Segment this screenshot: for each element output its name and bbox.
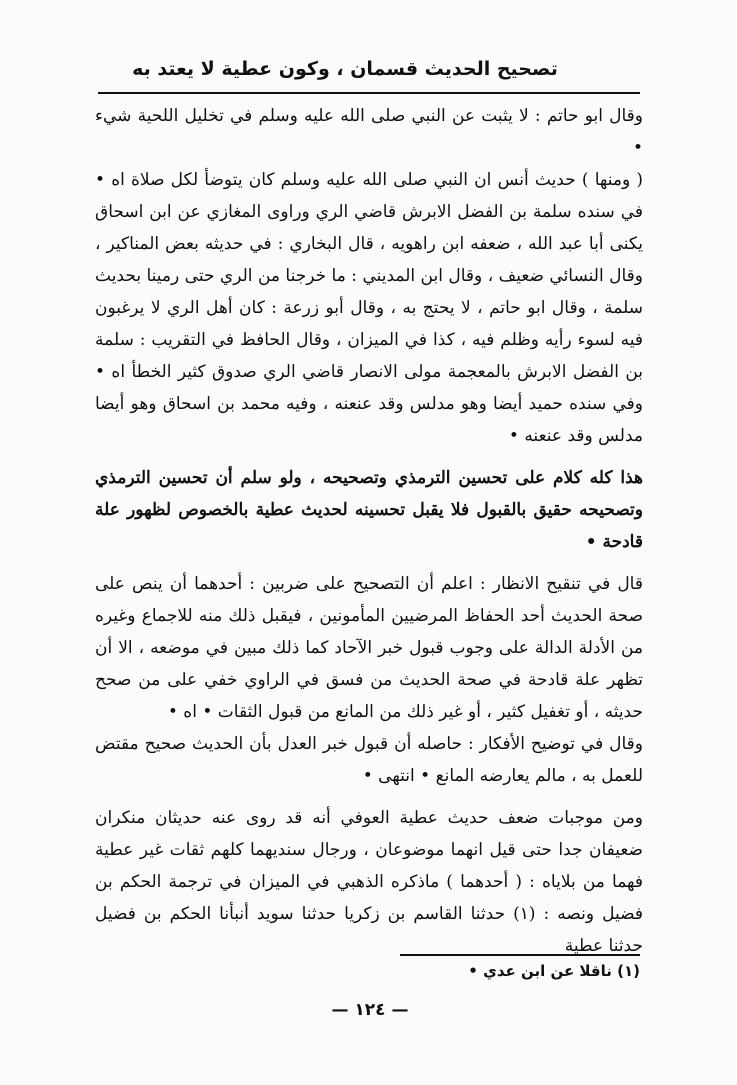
header-rule bbox=[98, 92, 640, 94]
paragraph-5: وقال في توضيح الأفكار : حاصله أن قبول خبر العدل بأن الحديث صحيح مقتض للعمل به ، مالم يعارضه المانع • انتهى • bbox=[95, 734, 643, 786]
page-number: — ١٢٤ — bbox=[331, 1000, 409, 1020]
footnote-rule bbox=[400, 954, 640, 956]
footnote: (١) ناقلا عن ابن عدي • bbox=[468, 962, 640, 980]
paragraph-4: قال في تنقيح الانظار : اعلم أن التصحيح على ضربين : أحدهما أن ينص على صحة الحديث أحد الحفاظ المرضيين المأمونين ، فيقبل ذلك منه للاجماع وغيره من الأدلة الدالة على وجوب قبول خبر الآحاد كما ذلك مبين في موضعه ، الا أن تظهر علة قادحة في صحة الحديث من فسق في الراوي خفي على من صحح حديثه ، أو تغفيل كثير ، أو غير ذلك من المانع من قبول الثقات • اه • bbox=[95, 574, 643, 722]
paragraph-3: هذا كله كلام على تحسين الترمذي وتصحيحه ، ولو سلم أن تحسين الترمذي وتصحيحه حقيق بالقبول فلا يقبل تحسينه لحديث عطية بالخصوص لظهور علة قادحة • bbox=[95, 468, 643, 552]
paragraph-1: وقال ابو حاتم : لا يثبت عن النبي صلى الله عليه وسلم في تخليل اللحية شيء • bbox=[95, 106, 643, 158]
paragraph-6: ومن موجبات ضعف حديث عطية العوفي أنه قد روى عنه حديثان منكران ضعيفان جدا حتى قيل انهما موضوعان ، ورجال سنديهما كلهم ثقات غير عطية فهما من بلاياه : ( أحدهما ) ماذكره الذهبي في الميزان في ترجمة الحكم بن فضيل ونصه : (١) حدثنا القاسم بن زكريا حدثنا سويد أنبأنا الحكم بن فضيل حدثنا عطية bbox=[95, 808, 643, 956]
main-text bbox=[95, 100, 643, 962]
paragraph-2: ( ومنها ) حديث أنس ان النبي صلى الله عليه وسلم كان يتوضأ لكل صلاة اه • في سنده سلمة بن الفضل الابرش قاضي الري وراوى المغازي عن ابن اسحاق يكنى أبا عبد الله ، ضعفه ابن راهويه ، قال البخاري : في حديثه بعض المناكير ، وقال النسائي ضعيف ، وقال ابن المديني : ما خرجنا من الري حتى رمينا بحديث سلمة ، وقال ابو حاتم ، لا يحتج به ، وقال أبو زرعة : كان أهل الري لا يرغبون فيه لسوء رأيه وظلم فيه ، كذا في الميزان ، وقال الحافظ في التقريب : سلمة بن الفضل الابرش بالمعجمة مولى الانصار قاضي الري صدوق كثير الخطأ اه • وفي سنده حميد أيضا وهو مدلس وقد عنعنه ، وفيه محمد بن اسحاق وهو أيضا مدلس وقد عنعنه • bbox=[95, 170, 643, 446]
running-head: تصحيح الحديث قسمان ، وكون عطية لا يعتد به bbox=[132, 58, 558, 80]
